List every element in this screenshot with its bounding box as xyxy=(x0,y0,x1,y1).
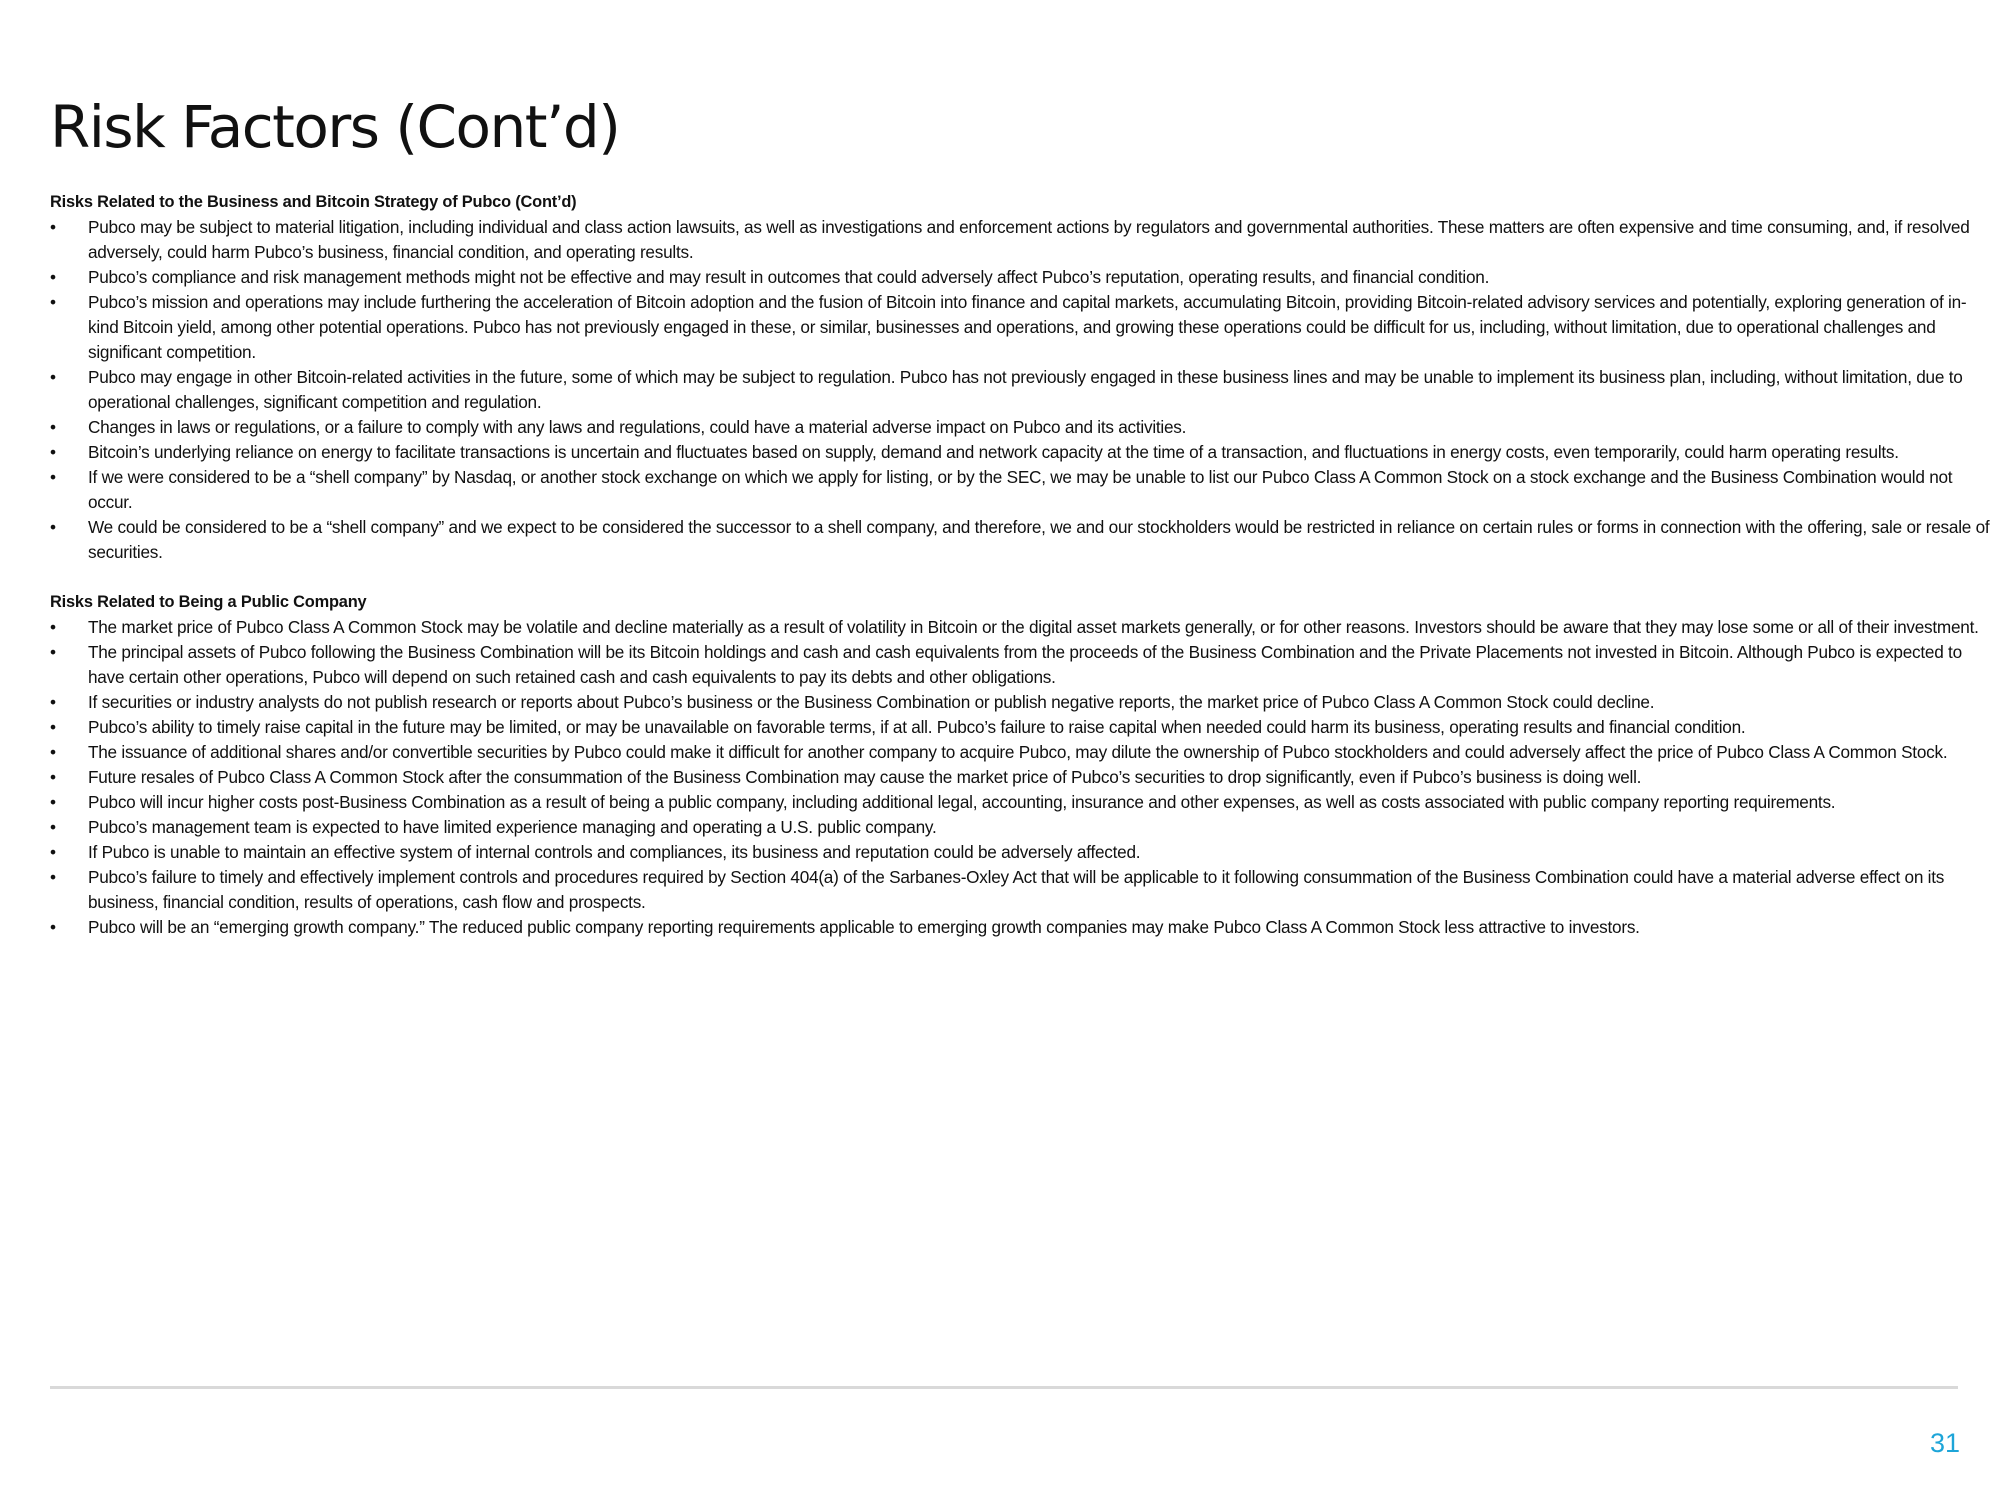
list-item xyxy=(50,290,1990,365)
bullet-list xyxy=(50,615,1990,940)
list-item-text: Future resales of Pubco Class A Common Stock after the consummation of the Business Combination may cause the market price of Pubco’s securities to drop significantly, even if Pubco’s business is doing well. xyxy=(88,767,1642,787)
list-item-text: Pubco’s mission and operations may include furthering the acceleration of Bitcoin adoption and the fusion of Bitcoin into finance and capital markets, accumulating Bitcoin, providing Bitcoin-related advisory services and potentially, exploring generation of in-kind Bitcoin yield, among other potential operations. Pubco has not previously engaged in these, or similar, businesses and operations, and growing these operations could be difficult for us, including, without limitation, due to operational challenges and significant competition. xyxy=(88,292,1967,362)
list-item-text: Pubco’s failure to timely and effectively implement controls and procedures required by Section 404(a) of the Sarbanes-Oxley Act that will be applicable to it following consummation of the Business Combination could have a material adverse effect on its business, financial condition, results of operations, cash flow and prospects. xyxy=(88,867,1945,912)
list-item-text: Pubco’s management team is expected to have limited experience managing and operating a U.S. public company. xyxy=(88,817,937,837)
bullet-icon: • xyxy=(50,292,56,312)
list-item-text: Bitcoin’s underlying reliance on energy to facilitate transactions is uncertain and fluctuates based on supply, demand and network capacity at the time of a transaction, and fluctuations in energy costs, even temporarily, could harm operating results. xyxy=(88,442,1899,462)
list-item-text: Changes in laws or regulations, or a failure to comply with any laws and regulations, could have a material adverse impact on Pubco and its activities. xyxy=(88,417,1187,437)
list-item-text: Pubco will incur higher costs post-Business Combination as a result of being a public company, including additional legal, accounting, insurance and other expenses, as well as costs associated with public company reporting requirements. xyxy=(88,792,1836,812)
list-item xyxy=(50,440,1990,465)
list-item-text: If Pubco is unable to maintain an effective system of internal controls and compliances, its business and reputation could be adversely affected. xyxy=(88,842,1141,862)
list-item-text: Pubco will be an “emerging growth company.” The reduced public company reporting requirements applicable to emerging growth companies may make Pubco Class A Common Stock less attractive to investors. xyxy=(88,917,1640,937)
bullet-icon: • xyxy=(50,467,56,487)
bullet-icon: • xyxy=(50,692,56,712)
list-item xyxy=(50,790,1990,815)
list-item xyxy=(50,840,1990,865)
page-number: 31 xyxy=(1929,1428,1960,1458)
page-title: Risk Factors (Cont’d) xyxy=(50,93,620,161)
list-item-text: We could be considered to be a “shell company” and we expect to be considered the successor to a shell company, and therefore, we and our stockholders would be restricted in reliance on certain rules or forms in connection with the offering, sale or resale of securities. xyxy=(88,517,1990,562)
list-item xyxy=(50,690,1990,715)
list-item xyxy=(50,740,1990,765)
section-business-bitcoin-strategy xyxy=(50,190,1990,565)
section-heading: Risks Related to the Business and Bitcoin Strategy of Pubco (Cont’d) xyxy=(50,193,577,211)
list-item xyxy=(50,915,1990,940)
bullet-icon: • xyxy=(50,417,56,437)
bullet-icon: • xyxy=(50,817,56,837)
bullet-icon: • xyxy=(50,917,56,937)
bullet-icon: • xyxy=(50,517,56,537)
list-item-text: If securities or industry analysts do not publish research or reports about Pubco’s business or the Business Combination or publish negative reports, the market price of Pubco Class A Common Stock could decline. xyxy=(88,692,1655,712)
list-item-text: If we were considered to be a “shell company” by Nasdaq, or another stock exchange on which we apply for listing, or by the SEC, we may be unable to list our Pubco Class A Common Stock on a stock exchange and the Business Combination would not occur. xyxy=(88,467,1953,512)
list-item xyxy=(50,815,1990,840)
bullet-list xyxy=(50,215,1990,565)
list-item xyxy=(50,865,1990,915)
list-item-text: Pubco’s compliance and risk management methods might not be effective and may result in outcomes that could adversely affect Pubco’s reputation, operating results, and financial condition. xyxy=(88,267,1490,287)
list-item-text: The principal assets of Pubco following the Business Combination will be its Bitcoin holdings and cash and cash equivalents from the proceeds of the Business Combination and the Private Placements not invested in Bitcoin. Although Pubco is expected to have certain other operations, Pubco will depend on such retained cash and cash equivalents to pay its debts and other obligations. xyxy=(88,642,1962,687)
list-item-text: The issuance of additional shares and/or convertible securities by Pubco could make it difficult for another company to acquire Pubco, may dilute the ownership of Pubco stockholders and could adversely affect the price of Pubco Class A Common Stock. xyxy=(88,742,1948,762)
footer-divider xyxy=(50,1386,1958,1389)
list-item xyxy=(50,265,1990,290)
bullet-icon: • xyxy=(50,842,56,862)
bullet-icon: • xyxy=(50,217,56,237)
list-item xyxy=(50,465,1990,515)
list-item xyxy=(50,715,1990,740)
bullet-icon: • xyxy=(50,792,56,812)
list-item-text: Pubco may engage in other Bitcoin-related activities in the future, some of which may be subject to regulation. Pubco has not previously engaged in these business lines and may be unable to implement its business plan, including, without limitation, due to operational challenges, significant competition and regulation. xyxy=(88,367,1963,412)
bullet-icon: • xyxy=(50,267,56,287)
bullet-icon: • xyxy=(50,767,56,787)
section-public-company xyxy=(50,590,1990,940)
list-item xyxy=(50,615,1990,640)
list-item-text: Pubco’s ability to timely raise capital in the future may be limited, or may be unavailable on favorable terms, if at all. Pubco’s failure to raise capital when needed could harm its business, operating results and financial condition. xyxy=(88,717,1746,737)
risk-factors-content xyxy=(50,190,1990,940)
section-heading: Risks Related to Being a Public Company xyxy=(50,593,367,611)
bullet-icon: • xyxy=(50,742,56,762)
list-item-text: The market price of Pubco Class A Common Stock may be volatile and decline materially as a result of volatility in Bitcoin or the digital asset markets generally, or for other reasons. Investors should be aware that they may lose some or all of their investment. xyxy=(88,617,1979,637)
list-item xyxy=(50,415,1990,440)
list-item xyxy=(50,765,1990,790)
list-item xyxy=(50,215,1990,265)
list-item xyxy=(50,640,1990,690)
bullet-icon: • xyxy=(50,617,56,637)
bullet-icon: • xyxy=(50,367,56,387)
list-item-text: Pubco may be subject to material litigation, including individual and class action lawsuits, as well as investigations and enforcement actions by regulators and governmental authorities. These matters are often expensive and time consuming, and, if resolved adversely, could harm Pubco’s business, financial condition, and operating results. xyxy=(88,217,1970,262)
list-item xyxy=(50,515,1990,565)
bullet-icon: • xyxy=(50,442,56,462)
bullet-icon: • xyxy=(50,717,56,737)
list-item xyxy=(50,365,1990,415)
bullet-icon: • xyxy=(50,867,56,887)
bullet-icon: • xyxy=(50,642,56,662)
